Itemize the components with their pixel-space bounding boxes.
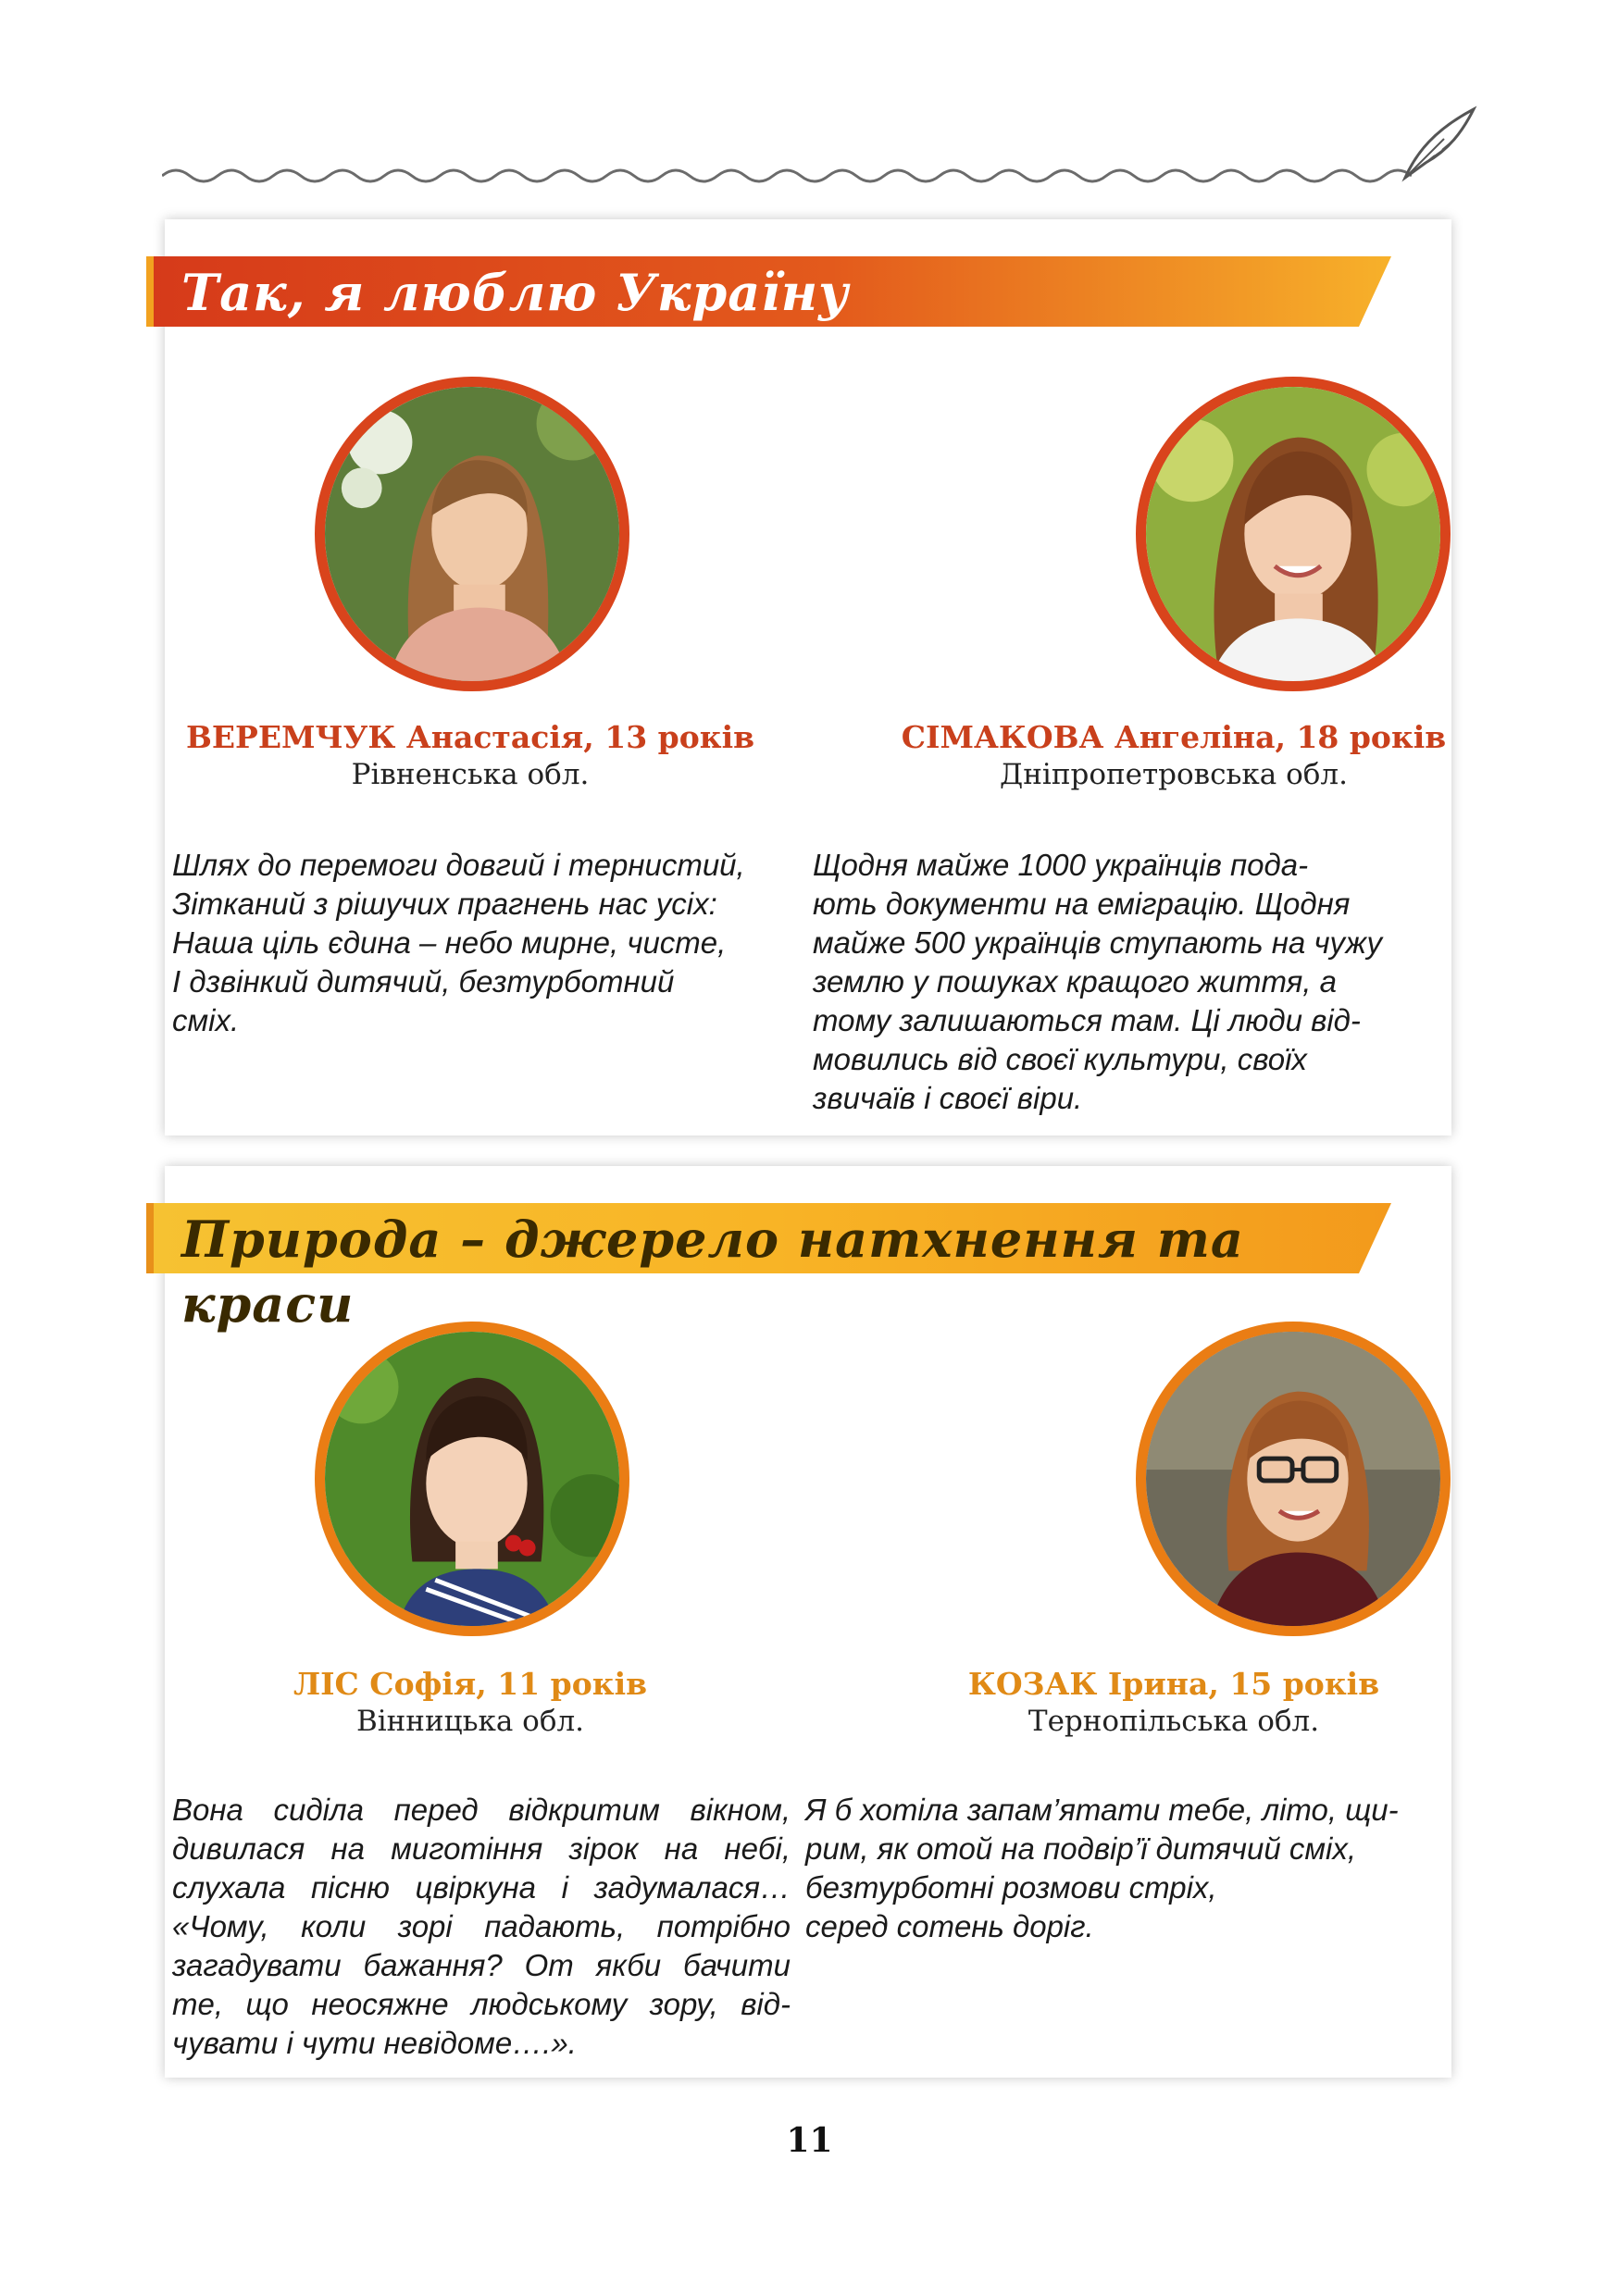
text-line: слухала пісню цвіркуна і задумалася… (172, 1870, 791, 1905)
text-line: ють документи на еміграцію. Щодня (813, 887, 1351, 921)
section-title: Так, я люблю Україну (181, 263, 850, 322)
section-card-ukraine (165, 219, 1451, 1136)
portrait-girl-glasses-icon (1146, 1332, 1440, 1626)
wave-divider (162, 153, 1412, 199)
section-title: Природа – джерело натхнення та краси (181, 1210, 1244, 1334)
profile-name: ВЕРЕМЧУК Анастасія, 13 років (185, 719, 755, 755)
profile-region: Дніпропетровська обл. (1000, 758, 1348, 791)
text-line: Щодня майже 1000 українців пода- (813, 848, 1309, 882)
quill-icon (1398, 102, 1481, 185)
section-banner (146, 256, 1391, 327)
profile-text (172, 846, 791, 1040)
text-line: Наша ціль єдина – небо мирне, чисте, (172, 925, 727, 960)
text-line: «Чому, коли зорі падають, потрібно (172, 1909, 791, 1943)
portrait-girl-garden-icon (325, 1332, 619, 1626)
text-line: Зітканий з рішучих прагнень нас усіх: (172, 887, 717, 921)
text-line: мовились від своєї культури, своїх (813, 1042, 1307, 1076)
page-number: 11 (786, 2121, 833, 2160)
profile-name: КОЗАК Ірина, 15 років (967, 1666, 1380, 1702)
portrait-girl-smiling-icon (1146, 387, 1440, 681)
text-line: звичаїв і своєї віри. (813, 1081, 1083, 1115)
profile-text (805, 1791, 1435, 1946)
text-line: Я б хотіла запам’ятати тебе, літо, щи- (805, 1793, 1399, 1827)
profile-name: ЛІС Софія, 11 років (293, 1666, 648, 1702)
profile-text (813, 846, 1433, 1118)
portrait-photo (315, 1322, 629, 1636)
text-line: Вона сиділа перед відкритим вікном, (172, 1793, 791, 1827)
text-line: І дзвінкий дитячий, безтурботний (172, 964, 675, 999)
portrait-photo (315, 377, 629, 691)
text-line: те, що неосяжне людському зору, від- (172, 1987, 791, 2021)
profile-text (172, 1791, 791, 2063)
text-line: серед сотень доріг. (805, 1909, 1094, 1943)
section-card-nature (165, 1166, 1451, 2078)
text-line: загадувати бажання? От якби бачити (172, 1948, 791, 1982)
text-line: тому залишаються там. Ці люди від- (813, 1003, 1361, 1037)
text-line: Шлях до перемоги довгий і тернистий, (172, 848, 745, 882)
text-line: безтурботні розмови стріх, (805, 1870, 1217, 1905)
text-line: дивилася на миготіння зірок на небі, (172, 1831, 791, 1866)
text-line: чувати і чути невідоме….». (172, 2026, 577, 2060)
profile-region: Тернопільська обл. (1027, 1705, 1320, 1738)
text-line: сміх. (172, 1003, 240, 1037)
profile-region: Вінницька обл. (355, 1705, 585, 1738)
portrait-photo (1136, 377, 1451, 691)
portrait-girl-long-hair-icon (325, 387, 619, 681)
text-line: майже 500 українців ступають на чужу (813, 925, 1382, 960)
text-line: рим, як отой на подвір’ї дитячий сміх, (805, 1831, 1356, 1866)
portrait-photo (1136, 1322, 1451, 1636)
profile-name: СІМАКОВА Ангеліна, 18 років (901, 719, 1447, 755)
profile-region: Рівненська обл. (351, 758, 590, 791)
text-line: землю у пошуках кращого життя, а (813, 964, 1337, 999)
section-banner (146, 1203, 1391, 1334)
